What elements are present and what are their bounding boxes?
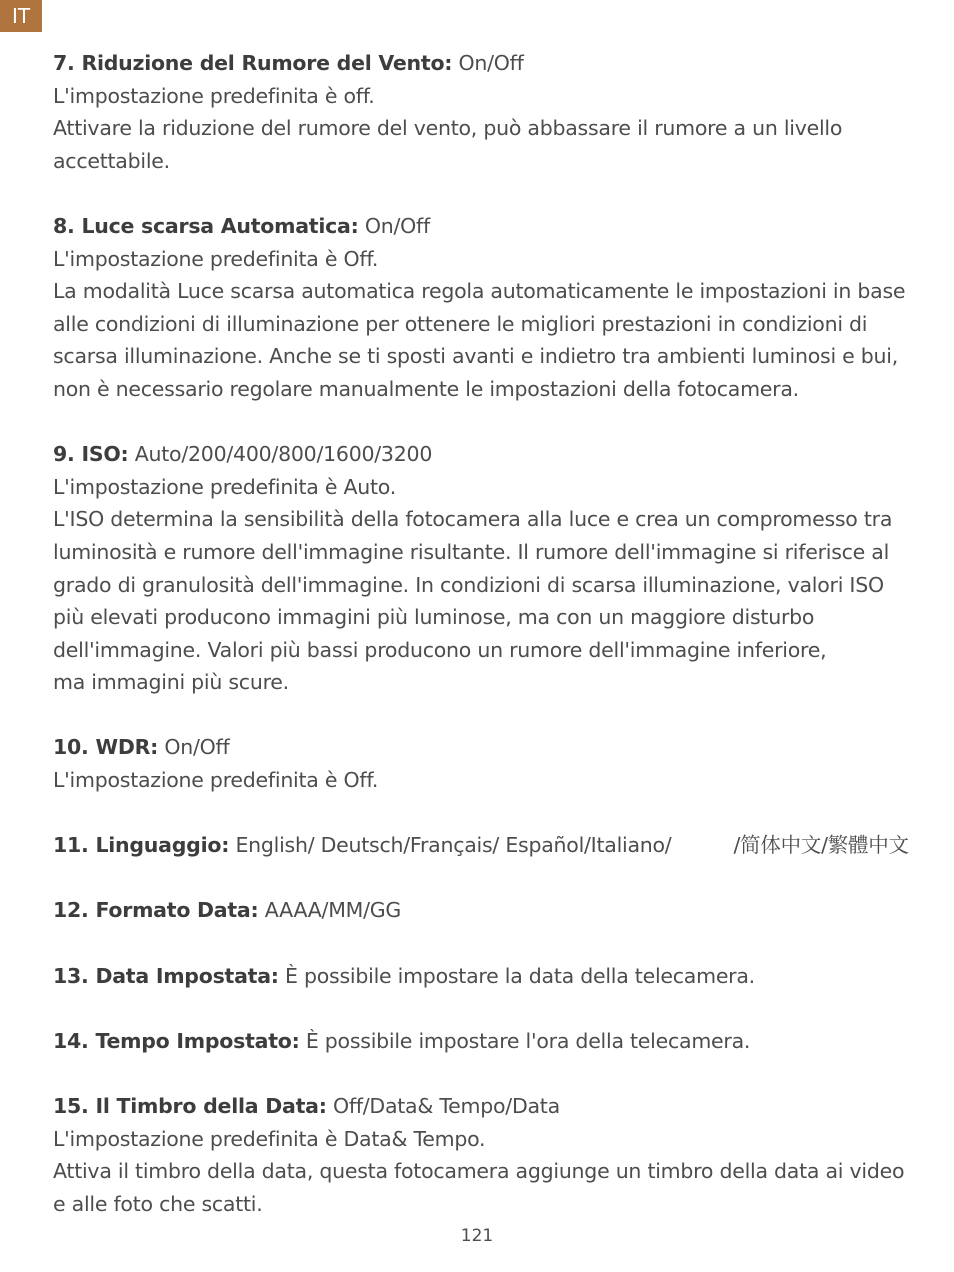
page-number: 121 (460, 1226, 494, 1246)
section-language (53, 829, 923, 862)
section-wind-noise-reduction (53, 47, 923, 177)
section-value: AAAA/MM/GG (264, 898, 402, 923)
section-title: 7. Riduzione del Rumore del Vento: (53, 51, 453, 75)
body-line: Attivare la riduzione del rumore del vento, può abbassare il rumore a un livello (53, 116, 843, 141)
section-auto-low-light (53, 210, 923, 406)
section-date-stamp (53, 1090, 923, 1220)
section-heading (53, 894, 923, 927)
section-set-time (53, 1025, 923, 1058)
section-heading (53, 47, 923, 80)
body-line: luminosità e rumore dell'immagine risultante. Il rumore dell'immagine si riferisce al (53, 539, 890, 564)
body-line: e alle foto che scatti. (53, 1191, 263, 1216)
body-line: ma immagini più scure. (53, 670, 289, 695)
body-line: L'impostazione predefinita è Data& Tempo. (53, 1126, 486, 1151)
section-title: 12. Formato Data: (53, 898, 259, 923)
section-value: English/ Deutsch/Français/ Español/Italiano/ (235, 833, 672, 858)
section-date-format (53, 894, 923, 927)
section-heading (53, 960, 923, 993)
section-heading (53, 829, 923, 862)
section-value: On/Off (364, 213, 430, 238)
section-title: 10. WDR: (53, 735, 159, 760)
section-value: On/Off (164, 735, 230, 760)
section-title: 9. ISO: (53, 442, 129, 467)
body-line: scarsa illuminazione. Anche se ti sposti avanti e indietro tra ambienti luminosi e bui, (53, 344, 898, 369)
body-line: La modalità Luce scarsa automatica regola automaticamente le impostazioni in base (53, 279, 906, 304)
section-value: Auto/200/400/800/1600/3200 (134, 442, 433, 467)
section-value: On/Off (458, 51, 524, 75)
body-line: grado di granulosità dell'immagine. In condizioni di scarsa illuminazione, valori ISO (53, 572, 884, 597)
body-line: non è necessario regolare manualmente le impostazioni della fotocamera. (53, 376, 799, 401)
body-line: alle condizioni di illuminazione per ottenere le migliori prestazioni in condizioni di (53, 311, 868, 336)
body-line: L'ISO determina la sensibilità della fotocamera alla luce e crea un compromesso tra (53, 507, 893, 532)
section-set-date (53, 960, 923, 993)
section-title: 14. Tempo Impostato: (53, 1028, 300, 1053)
language-tab: IT (0, 0, 42, 32)
section-heading (53, 1025, 923, 1058)
section-title: 8. Luce scarsa Automatica: (53, 213, 359, 238)
body-line: accettabile. (53, 148, 170, 173)
body-line: L'impostazione predefinita è Auto. (53, 474, 397, 499)
section-title: 15. Il Timbro della Data: (53, 1094, 327, 1118)
section-value-tail: /简体中文/繁體中文 (733, 833, 909, 858)
section-heading (53, 731, 923, 764)
section-heading (53, 210, 923, 243)
section-title: 13. Data Impostata: (53, 963, 279, 988)
body-line: dell'immagine. Valori più bassi producono un rumore dell'immagine inferiore, (53, 637, 827, 662)
body-line: più elevati producono immagini più luminose, ma con un maggiore disturbo (53, 605, 815, 630)
section-value: È possibile impostare la data della telecamera. (285, 963, 755, 988)
section-value: È possibile impostare l'ora della telecamera. (305, 1028, 751, 1053)
section-iso (53, 438, 923, 699)
body-line: L'impostazione predefinita è off. (53, 83, 375, 108)
section-wdr (53, 731, 923, 796)
section-heading (53, 1090, 923, 1123)
body-line: L'impostazione predefinita è Off. (53, 768, 379, 793)
settings-description (53, 47, 923, 1253)
section-value: Off/Data& Tempo/Data (332, 1094, 560, 1118)
body-line: L'impostazione predefinita è Off. (53, 246, 379, 271)
section-heading (53, 438, 923, 471)
section-title: 11. Linguaggio: (53, 833, 230, 858)
body-line: Attiva il timbro della data, questa fotocamera aggiunge un timbro della data ai video (53, 1159, 905, 1184)
